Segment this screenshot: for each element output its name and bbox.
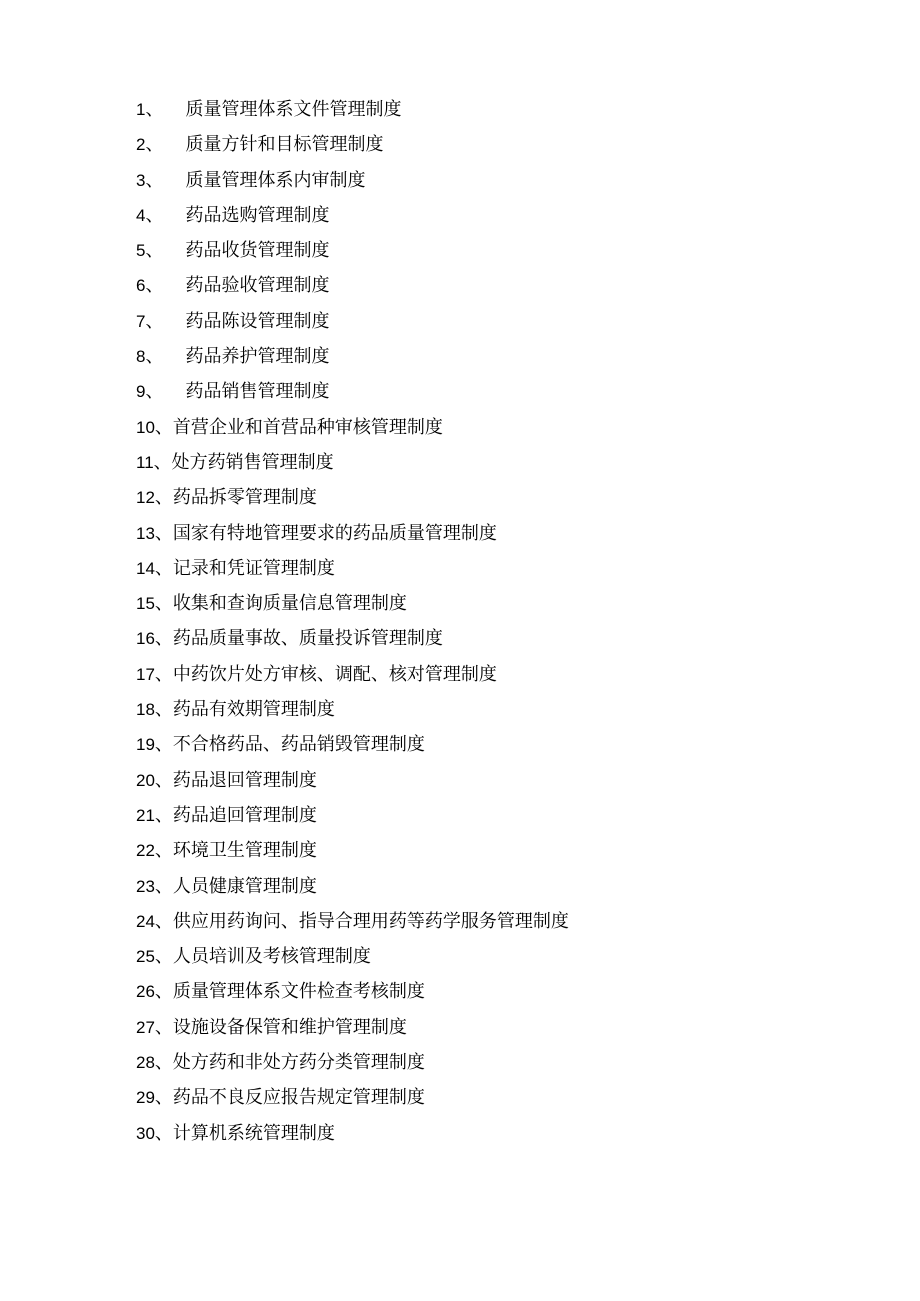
item-number: 26: [136, 982, 155, 1002]
item-separator: 、: [145, 99, 164, 120]
item-number: 2: [136, 135, 146, 155]
item-number: 7: [136, 311, 146, 331]
item-number: 15: [136, 594, 155, 614]
item-title: 收集和查询质量信息管理制度: [172, 593, 407, 615]
item-number: 22: [136, 841, 155, 861]
item-separator: 、: [154, 1052, 173, 1074]
item-number: 13: [136, 523, 155, 543]
list-item: [136, 198, 569, 233]
item-number: 19: [136, 735, 155, 755]
item-title: 药品选购管理制度: [185, 204, 330, 226]
item-title: 质量管理体系文件管理制度: [185, 99, 402, 120]
item-separator: 、: [154, 1087, 173, 1109]
item-title: 人员健康管理制度: [172, 875, 317, 897]
item-title: 药品陈设管理制度: [185, 310, 330, 332]
item-title: 人员培训及考核管理制度: [172, 946, 371, 968]
item-number: 28: [136, 1053, 155, 1073]
item-title: 药品拆零管理制度: [172, 487, 317, 509]
list-item: [136, 939, 569, 974]
item-title: 药品退回管理制度: [172, 769, 317, 791]
item-separator: 、: [154, 522, 173, 544]
list-item: [136, 92, 569, 127]
item-title: 处方药和非处方药分类管理制度: [172, 1052, 425, 1074]
list-item: [136, 869, 569, 904]
item-title: 设施设备保管和维护管理制度: [172, 1016, 407, 1038]
list-item: [136, 445, 569, 480]
list-item: [136, 1010, 569, 1045]
list-item: [136, 798, 569, 833]
list-item: [136, 763, 569, 798]
list-item: [136, 480, 569, 515]
item-title: 处方药销售管理制度: [171, 451, 334, 473]
item-separator: 、: [145, 310, 164, 332]
item-number: 4: [136, 205, 146, 225]
list-item: [136, 339, 569, 374]
item-title: 药品追回管理制度: [172, 804, 317, 826]
item-title: 质量方针和目标管理制度: [185, 134, 384, 156]
item-separator: 、: [145, 204, 164, 226]
item-separator: 、: [154, 487, 173, 509]
list-item: [136, 1116, 569, 1151]
list-item: [136, 304, 569, 339]
list-item: [136, 1080, 569, 1115]
item-number: 11: [136, 452, 154, 472]
list-item: [136, 551, 569, 586]
item-number: 18: [136, 700, 155, 720]
item-number: 29: [136, 1088, 155, 1108]
item-title: 药品销售管理制度: [185, 381, 330, 403]
item-number: 21: [136, 805, 155, 825]
item-separator: 、: [145, 381, 164, 403]
item-separator: 、: [154, 593, 173, 615]
item-title: 环境卫生管理制度: [172, 840, 317, 862]
item-separator: 、: [145, 240, 164, 262]
list-item: [136, 127, 569, 162]
item-separator: 、: [154, 699, 173, 721]
item-separator: 、: [154, 910, 173, 932]
item-separator: 、: [154, 734, 173, 756]
item-number: 17: [136, 664, 155, 684]
list-item: [136, 410, 569, 445]
item-title: 质量管理体系内审制度: [185, 169, 366, 191]
item-title: 药品收货管理制度: [185, 240, 330, 262]
list-item: [136, 374, 569, 409]
item-separator: 、: [154, 663, 173, 685]
item-number: 24: [136, 911, 155, 931]
item-number: 9: [136, 382, 146, 402]
item-number: 16: [136, 629, 155, 649]
item-title: 药品质量事故、质量投诉管理制度: [172, 628, 443, 650]
item-separator: 、: [154, 557, 173, 579]
list-item: [136, 516, 569, 551]
item-separator: 、: [145, 346, 164, 368]
list-item: [136, 163, 569, 198]
item-separator: 、: [154, 840, 173, 862]
regulation-list: [136, 92, 569, 1151]
item-number: 12: [136, 488, 155, 508]
list-item: [136, 974, 569, 1009]
list-item: [136, 268, 569, 303]
item-separator: 、: [154, 416, 173, 438]
item-number: 25: [136, 947, 155, 967]
item-number: 20: [136, 770, 155, 790]
item-number: 8: [136, 347, 146, 367]
list-item: [136, 233, 569, 268]
item-title: 国家有特地管理要求的药品质量管理制度: [172, 522, 497, 544]
item-separator: 、: [154, 769, 173, 791]
item-number: 1: [136, 100, 146, 119]
item-title: 记录和凭证管理制度: [172, 557, 335, 579]
item-title: 中药饮片处方审核、调配、核对管理制度: [172, 663, 497, 685]
item-title: 药品养护管理制度: [185, 346, 330, 368]
item-title: 质量管理体系文件检查考核制度: [172, 981, 425, 1003]
item-number: 23: [136, 876, 155, 896]
item-separator: 、: [154, 804, 173, 826]
item-number: 10: [136, 417, 155, 437]
item-number: 6: [136, 276, 146, 296]
item-title: 首营企业和首营品种审核管理制度: [172, 416, 443, 438]
item-separator: 、: [154, 1016, 173, 1038]
item-title: 药品验收管理制度: [185, 275, 330, 297]
item-title: 不合格药品、药品销毁管理制度: [172, 734, 425, 756]
item-separator: 、: [154, 628, 173, 650]
item-separator: 、: [153, 451, 172, 473]
item-number: 30: [136, 1123, 155, 1143]
list-item: [136, 833, 569, 868]
item-separator: 、: [154, 1122, 173, 1144]
item-number: 5: [136, 241, 146, 261]
item-separator: 、: [154, 981, 173, 1003]
item-title: 计算机系统管理制度: [172, 1122, 335, 1144]
list-item: [136, 657, 569, 692]
list-item: [136, 727, 569, 762]
list-item: [136, 692, 569, 727]
item-number: 27: [136, 1017, 155, 1037]
item-number: 3: [136, 170, 146, 190]
item-title: 药品不良反应报告规定管理制度: [172, 1087, 425, 1109]
list-item: [136, 904, 569, 939]
item-separator: 、: [145, 169, 164, 191]
list-item: [136, 621, 569, 656]
item-title: 药品有效期管理制度: [172, 699, 335, 721]
item-separator: 、: [154, 875, 173, 897]
item-separator: 、: [145, 134, 164, 156]
item-separator: 、: [154, 946, 173, 968]
item-title: 供应用药询问、指导合理用药等药学服务管理制度: [172, 910, 569, 932]
list-item: [136, 586, 569, 621]
list-item: [136, 1045, 569, 1080]
item-separator: 、: [145, 275, 164, 297]
item-number: 14: [136, 558, 155, 578]
